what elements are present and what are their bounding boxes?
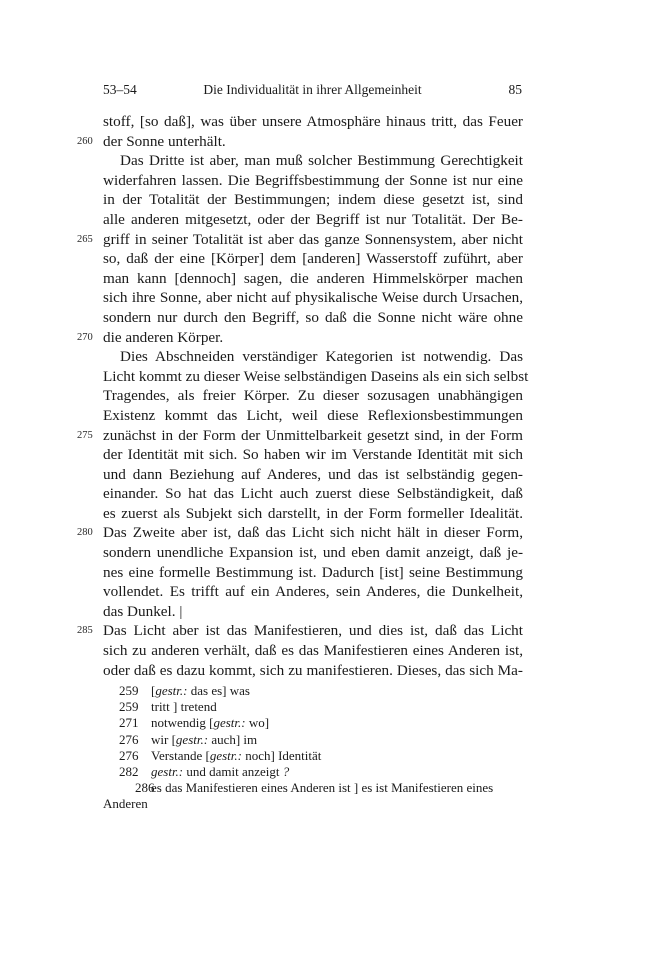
footnote-text: gestr.: bbox=[209, 747, 242, 763]
line-number: 265 bbox=[77, 233, 93, 245]
text-line-content: Existenz kommt das Licht, weil diese Reflexionsbestimmungen bbox=[103, 406, 523, 424]
footnote bbox=[103, 683, 523, 699]
text-line-content: es zuerst als Subjekt sich darstellt, in der Form formeller Idealität. bbox=[103, 504, 523, 522]
text-line bbox=[103, 171, 523, 191]
running-header bbox=[103, 80, 522, 100]
text-line bbox=[103, 406, 523, 426]
footnote-line-ref: 259 bbox=[119, 683, 139, 698]
footnote-text: ? bbox=[282, 764, 290, 780]
header-title: Die Individualität in ihrer Allgemeinheit bbox=[203, 82, 422, 97]
footnote-line-ref: 276 bbox=[119, 731, 139, 747]
text-line bbox=[103, 347, 523, 367]
line-number: 280 bbox=[77, 527, 93, 539]
page-number: 85 bbox=[508, 82, 522, 97]
text-line bbox=[103, 582, 523, 602]
text-line bbox=[103, 445, 523, 465]
text-line bbox=[103, 386, 523, 406]
footnote bbox=[103, 715, 523, 731]
text-line-content: Das Dritte ist aber, man muß solcher Bestimmung Gerechtigkeit bbox=[120, 152, 523, 170]
text-line-content: sich ihre Sonne, aber nicht auf physikalische Weise durch Ursachen, bbox=[103, 289, 523, 307]
text-line bbox=[103, 249, 523, 269]
text-line-content: sondern unendliche Expansion ist, und eben damit anzeigt, daß je- bbox=[103, 544, 523, 562]
text-line-content: sich zu anderen verhält, daß es das Manifestieren eines Anderen ist, bbox=[103, 642, 523, 660]
text-line-content: stoff, [so daß], was über unsere Atmosphäre hinaus tritt, das Feuer bbox=[103, 113, 523, 130]
footnote bbox=[103, 748, 523, 764]
footnote-text: [ bbox=[151, 683, 156, 698]
text-line bbox=[103, 641, 523, 661]
text-line bbox=[103, 151, 523, 171]
text-line bbox=[103, 465, 523, 485]
text-line-content: oder daß es dazu kommt, sich zu manifestieren. Dieses, das sich Ma- bbox=[103, 661, 523, 679]
text-line bbox=[103, 563, 523, 583]
text-line bbox=[77, 328, 523, 348]
text-line bbox=[103, 543, 523, 563]
text-line-content: Das Licht aber ist das Manifestieren, und dies ist, daß das Licht bbox=[103, 622, 523, 640]
text-line-content: einander. So hat das Licht auch zuerst diese Selbständigkeit, daß bbox=[103, 485, 523, 503]
text-line-content: griff in seiner Totalität ist aber das ganze Sonnensystem, aber nicht bbox=[103, 230, 523, 248]
footnote bbox=[103, 780, 523, 812]
footnote-text: tritt ] tretend bbox=[151, 699, 217, 715]
text-line bbox=[103, 367, 529, 387]
text-line bbox=[103, 602, 523, 622]
text-line bbox=[77, 230, 523, 250]
footnote-text: und damit anzeigt bbox=[183, 764, 283, 780]
text-line-content: das Dunkel. | bbox=[103, 602, 183, 620]
text-line bbox=[103, 661, 523, 681]
footnote-line-ref: 282 bbox=[119, 764, 139, 780]
text-line bbox=[103, 308, 523, 328]
line-number: 275 bbox=[77, 429, 93, 441]
text-line bbox=[103, 504, 523, 524]
text-line bbox=[103, 210, 523, 230]
text-line-content: der Identität mit sich. So haben wir im Verstande Identität mit sich bbox=[103, 446, 523, 464]
text-line bbox=[103, 112, 523, 132]
text-line-content: vollendet. Es trifft auf ein Anderes, sein Anderes, die Dunkelheit, bbox=[103, 583, 523, 601]
text-line bbox=[103, 269, 523, 289]
text-line-content: und dann Beziehung auf Anderes, und das ist selbständig gegen- bbox=[103, 465, 523, 483]
footnote-text: noch] Identität bbox=[241, 747, 322, 763]
text-line-content: sondern nur durch den Begriff, so daß die Sonne nicht wäre ohne bbox=[103, 308, 523, 326]
text-line bbox=[103, 190, 523, 210]
footnote-text: das es] was bbox=[187, 683, 250, 698]
text-line-content: widerfahren lassen. Die Begriffsbestimmung der Sonne ist nur eine bbox=[103, 171, 523, 189]
footnote-text: gestr.: bbox=[151, 764, 184, 780]
text-line-content: in der Totalität der Bestimmungen; indem diese gesetzt ist, sind bbox=[103, 191, 523, 209]
text-line bbox=[77, 523, 523, 543]
footnote-text: notwendig [ bbox=[151, 715, 214, 731]
footnote-text: auch] im bbox=[208, 731, 258, 747]
footnote-text: gestr.: bbox=[155, 683, 188, 698]
text-line-content: zunächst in der Form der Unmittelbarkeit gesetzt sind, in der Form bbox=[103, 426, 523, 444]
text-line bbox=[103, 288, 523, 308]
line-number: 270 bbox=[77, 331, 93, 343]
line-number: 285 bbox=[77, 625, 93, 637]
text-line bbox=[77, 132, 523, 152]
header-page-range: 53–54 bbox=[103, 82, 137, 97]
footnote-text: wir [ bbox=[151, 731, 176, 747]
text-line-content: so, daß der eine [Körper] dem [anderen] Wasserstoff zuführt, aber bbox=[103, 250, 523, 268]
footnote bbox=[103, 732, 523, 748]
footnote-text: es das Manifestieren eines Anderen ist ] es ist Manifestieren eines Anderen bbox=[103, 780, 494, 812]
text-line-content: man kann [dennoch] sagen, die anderen Himmelskörper machen bbox=[103, 269, 523, 287]
footnote-text: wo] bbox=[245, 715, 270, 731]
text-line-content: der Sonne unterhält. bbox=[103, 132, 226, 150]
footnote-text: gestr.: bbox=[175, 731, 209, 747]
text-line-content: die anderen Körper. bbox=[103, 328, 224, 346]
text-line bbox=[77, 621, 523, 641]
text-line-content: Dies Abschneiden verständiger Kategorien ist notwendig. Das bbox=[120, 348, 523, 366]
text-line-content: Das Zweite aber ist, daß das Licht sich nicht hält in dieser Form, bbox=[103, 524, 523, 542]
footnote-line-ref: 271 bbox=[119, 715, 139, 731]
footnote-text: Verstande [ bbox=[151, 747, 210, 763]
text-line bbox=[103, 484, 523, 504]
footnote-text: gestr.: bbox=[213, 715, 246, 731]
text-line-content: nes eine formelle Bestimmung ist. Dadurch [ist] seine Bestimmung bbox=[103, 563, 523, 581]
text-line-content: Tragendes, als freier Körper. Zu dieser sozusagen unabhängigen bbox=[103, 387, 523, 405]
footnote-line-ref: 259 bbox=[119, 699, 139, 715]
text-line-content: Licht kommt zu dieser Weise selbständigen Daseins als ein sich selbst bbox=[103, 367, 529, 385]
footnote bbox=[103, 699, 523, 715]
line-number: 260 bbox=[77, 135, 93, 147]
text-line bbox=[77, 426, 523, 446]
footnote bbox=[103, 764, 523, 780]
footnote-line-ref: 286 bbox=[135, 780, 155, 796]
footnote-line-ref: 276 bbox=[119, 747, 139, 763]
text-line-content: alle anderen mitgesetzt, oder der Begriff ist nur Totalität. Der Be- bbox=[103, 210, 523, 228]
main-text bbox=[77, 112, 529, 680]
footnotes bbox=[103, 683, 523, 813]
